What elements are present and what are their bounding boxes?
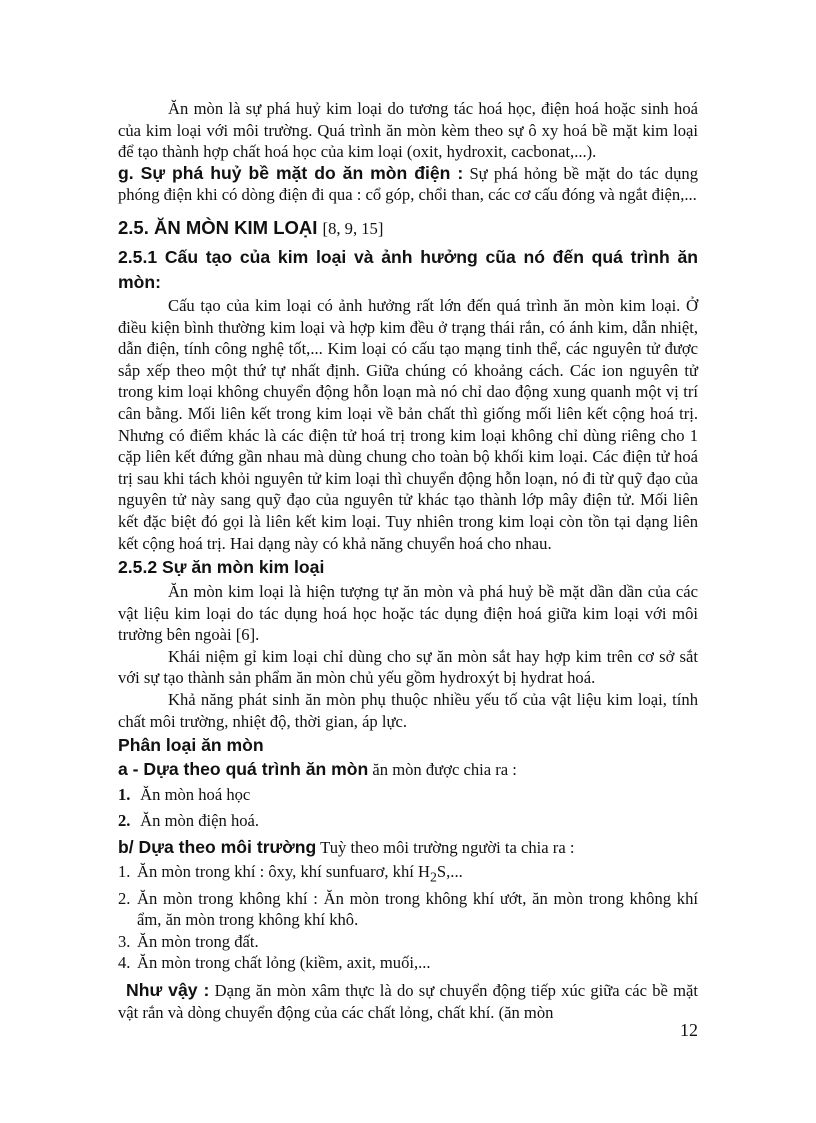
section-heading [118,216,698,241]
classification-a-paragraph [118,759,698,781]
classification-a-list [118,784,698,832]
list-item [118,784,698,806]
list-item-number: 1. [118,784,131,804]
list-item [118,952,698,974]
electric-corrosion-heading: g. Sự phá huỷ bề mặt do ăn mòn điện : [118,162,464,183]
list-item-text: Ăn mòn điện hoá. [140,811,260,831]
subsection-heading-2-5-1: 2.5.1 Cấu tạo của kim loại và ảnh hưởng cũa nó đến quá trình ăn mòn: [118,246,698,292]
classification-b-heading: b/ Dựa theo môi trường [118,837,317,858]
list-item-number: 2. [118,811,131,831]
subsection-heading-2-5-2: 2.5.2 Sự ăn mòn kim loại [118,557,325,578]
list-item [118,888,698,931]
section-title: 2.5. ĂN MÒN KIM LOẠI [118,216,318,238]
list-item-text: Ăn mòn trong đất. [137,931,259,951]
classification-heading: Phân loại ăn mòn [118,735,264,756]
rust-concept-paragraph: Khái niệm gỉ kim loại chỉ dùng cho sự ăn mòn sắt hay hợp kim trên cơ sở sắt với sự tạo thành sản phẩm ăn mòn chủ yếu gồm hydroxýt bị hydrat hoá. [118,646,698,688]
list-item-text: Ăn mòn trong chất lỏng (kiềm, axit, muối,... [137,953,431,973]
corrosion-factors-paragraph: Khả năng phát sinh ăn mòn phụ thuộc nhiều yếu tố của vật liệu kim loại, tính chất môi trường, nhiệt độ, thời gian, áp lực. [118,690,698,731]
conclusion-paragraph [118,980,698,1023]
list-item [118,861,698,888]
intro-paragraph: Ăn mòn là sự phá huỷ kim loại do tương tác hoá học, điện hoá hoặc sinh hoá của kim loại với môi trường. Quá trình ăn mòn kèm theo sự ô xy hoá bề mặt kim loại để tạo thành hợp chất hoá học của kim loại (oxit, hydroxit, cacbonat,...). [118,99,698,162]
classification-b-list [118,861,698,974]
metal-structure-paragraph: Cấu tạo của kim loại có ảnh hưởng rất lớn đến quá trình ăn mòn kim loại. Ở điều kiện bình thường kim loại và hợp kim đều ở trạng thái rắn, có ánh kim, dẫn nhiệt, dẫn điện, tính công nghệ tốt,... Kim loại có cấu tạo mạng tinh thể, các nguyên tử được sắp xếp theo một thứ tự nhất định. Giữa chúng có khoảng cách. Các ion nguyên tử trong kim loại không chuyển động hỗn loạn mà nó chỉ dao động xung quanh một vị trí cân bằng. Mối liên kết trong kim loại về bản chất thì giống mối liên kết cộng hoá trị. Nhưng có điểm khác là các điện tử hoá trị trong kim loại không chỉ dùng riêng cho 1 cặp liên kết đứng gần nhau mà dùng chung cho toàn bộ khối kim loại. Các điện tử hoá trị sau khi tách khỏi nguyên tử kim loại thì chuyển động hỗn loạn, nó đi từ quỹ đạo của nguyên tử này sang quỹ đạo của nguyên tử khác tạo thành lớp mây điện tử. Mối liên kết đặc biệt đó gọi là liên kết kim loại. Tuy nhiên trong kim loại còn tồn tại dạng liên kết cộng hoá trị. Hai dạng này có khả năng chuyển hoá cho nhau. [118,295,698,553]
corrosion-definition-paragraph: Ăn mòn kim loại là hiện tượng tự ăn mòn và phá huỷ bề mặt dần dần của các vật liệu kim loại do tác dụng hoá học hoặc tác dụng điện hoá giữa kim loại với môi trường bên ngoài [6]. [118,582,698,645]
classification-b-text: Tuỳ theo môi trường người ta chia ra : [316,838,575,858]
list-item-number: 3. [118,931,131,951]
conclusion-text: Dạng ăn mòn xâm thực là do sự chuyển động tiếp xúc giữa các bề mặt vật rắn và dòng chuyển động của các chất lỏng, chất khí. (ăn mòn [118,980,698,1022]
classification-b-paragraph [118,837,698,859]
list-item-number: 1. [118,861,131,881]
list-item-text-part: Ăn mòn trong khí : ôxy, khí sunfuarơ, khí H [137,861,430,881]
classification-a-text: ăn mòn được chia ra : [368,760,517,780]
subscript: 2 [430,868,437,884]
list-item-text-part: S,... [436,861,463,881]
electric-corrosion-text: Sự phá hỏng bề mặt do tác dụng phóng điện khi có dòng điện đi qua : cổ góp, chổi than, các cơ cấu đóng và ngắt điện,... [118,163,698,205]
list-item [118,810,698,832]
list-item-text [137,861,698,888]
list-item-text: Ăn mòn trong không khí : Ăn mòn trong không khí ướt, ăn mòn trong không khí ẩm, ăn mòn trong không khí khô. [137,888,698,930]
electric-corrosion-paragraph [118,163,698,206]
list-item-number: 4. [118,953,131,973]
list-item-text: Ăn mòn hoá học [140,784,251,804]
classification-a-heading: a - Dựa theo quá trình ăn mòn [118,759,369,780]
list-item-number: 2. [118,888,131,908]
list-item [118,931,698,953]
section-citation: [8, 9, 15] [322,218,384,238]
conclusion-heading: Như vậy : [126,979,210,1000]
page-number: 12 [680,1020,698,1040]
